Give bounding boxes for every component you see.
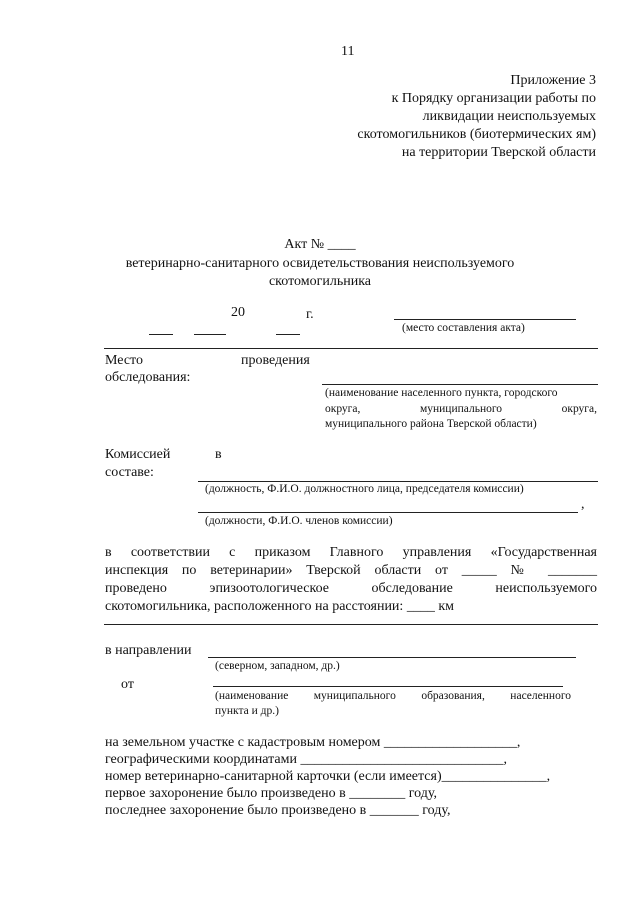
details-line: на земельном участке с кадастровым номером ___________________, <box>105 735 521 750</box>
appendix-block <box>357 72 596 162</box>
details-line: первое захоронение было произведено в ________ году, <box>105 786 437 801</box>
appendix-line: к Порядку организации работы по <box>391 91 596 106</box>
members-field <box>198 512 578 513</box>
details-line: номер ветеринарно-санитарной карточки (если имеется)_______________, <box>105 769 551 784</box>
members-caption: (должности, Ф.И.О. членов комиссии) <box>205 515 393 527</box>
month-blank <box>194 334 226 335</box>
details-line: последнее захоронение было произведено в _______ году, <box>105 803 451 818</box>
from-caption: (наименование муниципального образования, населенного <box>215 690 571 702</box>
place-caption: муниципального района Тверской области) <box>325 418 537 430</box>
from-label: от <box>121 677 134 692</box>
commission-label: в <box>215 447 222 462</box>
from-caption: пункта и др.) <box>215 705 279 717</box>
details-line: географическими координатами _____________________________, <box>105 752 507 767</box>
place-label: Место <box>105 353 143 368</box>
direction-field <box>208 657 576 658</box>
place-label: проведения <box>241 353 310 368</box>
body-line: проведено эпизоотологическое обследование неиспользуемого <box>105 581 597 596</box>
appendix-line: на территории Тверской области <box>401 145 596 160</box>
year-suffix: г. <box>306 307 314 322</box>
separator <box>104 624 598 625</box>
day-blank <box>149 334 173 335</box>
place-field <box>322 384 598 385</box>
chair-field <box>198 481 598 482</box>
direction-label: в направлении <box>105 643 192 658</box>
place-caption: (место составления акта) <box>402 322 525 334</box>
place-caption: округа, муниципального округа, <box>325 403 597 415</box>
separator <box>104 348 598 349</box>
appendix-line: Приложение 3 <box>510 73 596 88</box>
act-subtitle: скотомогильника <box>268 274 372 289</box>
place-label: обследования: <box>105 370 191 385</box>
body-line: инспекция по ветеринарии» Тверской области от _____ № _______ <box>105 563 597 578</box>
body-line: в соответствии с приказом Главного управления «Государственная <box>105 545 597 560</box>
year-blank <box>276 334 300 335</box>
direction-caption: (северном, западном, др.) <box>215 660 340 672</box>
year-prefix: 20 <box>231 305 245 320</box>
act-subtitle: ветеринарно-санитарного освидетельствования неиспользуемого <box>125 256 515 271</box>
place-caption: (наименование населенного пункта, городского <box>325 387 558 399</box>
place-blank <box>394 319 576 320</box>
from-field <box>213 686 563 687</box>
commission-label: Комиссией <box>105 447 171 462</box>
commission-label: составе: <box>105 465 154 480</box>
body-line: скотомогильника, расположенного на расстоянии: ____ км <box>105 599 454 614</box>
page-number: 11 <box>341 44 355 59</box>
act-title: Акт № ____ <box>284 237 356 252</box>
members-comma: , <box>581 497 585 512</box>
appendix-line: скотомогильников (биотермических ям) <box>357 127 596 142</box>
appendix-line: ликвидации неиспользуемых <box>422 109 596 124</box>
chair-caption: (должность, Ф.И.О. должностного лица, председателя комиссии) <box>205 483 524 495</box>
